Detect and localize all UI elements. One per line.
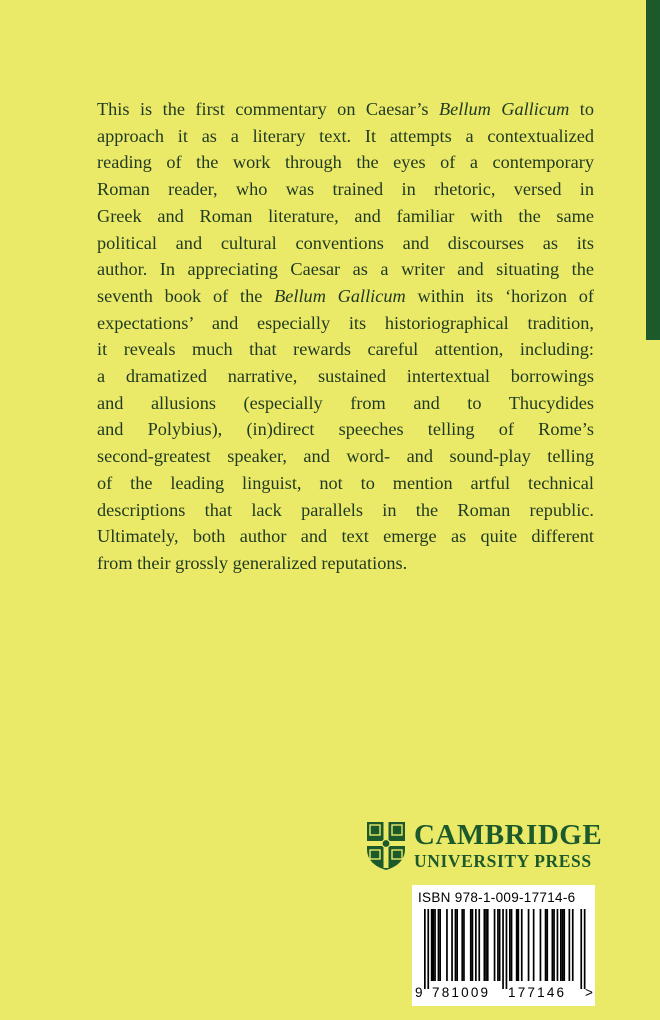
blurb-text: and allusions (especially from and to Thucydides bbox=[97, 392, 594, 413]
barcode-bar bbox=[434, 909, 436, 981]
barcode-bar bbox=[511, 909, 513, 981]
barcode-bar bbox=[533, 909, 535, 981]
university-shield-icon bbox=[366, 821, 406, 871]
barcode-bar bbox=[424, 909, 426, 989]
blurb-text: political and cultural conventions and discourses as its bbox=[97, 232, 594, 253]
barcode-bar bbox=[455, 909, 457, 981]
barcode-bar bbox=[478, 909, 480, 981]
blurb-line bbox=[97, 443, 594, 470]
book-title: Bellum Gallicum bbox=[439, 99, 570, 119]
blurb-text: This is the first commentary on Caesar’s bbox=[97, 99, 440, 119]
barcode-bar bbox=[580, 909, 582, 989]
barcode-bar bbox=[553, 909, 555, 981]
barcode-bar bbox=[557, 909, 559, 981]
barcode-bar bbox=[485, 909, 487, 981]
blurb-text: author. In appreciating Caesar as a writer and situating the bbox=[97, 259, 594, 280]
barcode-bar bbox=[470, 909, 472, 981]
barcode-bar bbox=[433, 909, 435, 981]
back-cover-blurb bbox=[97, 96, 594, 577]
blurb-text: of the leading linguist, not to mention artful technical bbox=[97, 472, 594, 493]
barcode-bar bbox=[569, 909, 571, 981]
blurb-text: approach it as a literary text. It attempts a contextualized bbox=[97, 125, 594, 146]
book-title: Bellum Gallicum bbox=[274, 285, 406, 306]
blurb-line bbox=[97, 336, 594, 363]
blurb-text: reading of the work through the eyes of a contemporary bbox=[97, 152, 594, 173]
barcode-bar bbox=[439, 909, 441, 981]
blurb-line bbox=[97, 470, 594, 497]
blurb-text: within its ‘horizon of bbox=[405, 285, 595, 306]
barcode-bars bbox=[424, 909, 586, 989]
blurb-line bbox=[97, 390, 594, 417]
barcode-bar bbox=[506, 909, 508, 989]
barcode-bar bbox=[446, 909, 448, 981]
publisher-logo bbox=[366, 820, 602, 871]
ean-left-group: 781009 bbox=[432, 985, 491, 1000]
blurb-text: Roman reader, who was trained in rhetoric, versed in bbox=[97, 179, 594, 200]
barcode-bar bbox=[499, 909, 501, 981]
blurb-line bbox=[97, 203, 594, 230]
barcode-bar bbox=[584, 909, 586, 989]
ean-end-marker: > bbox=[585, 985, 593, 1000]
blurb-text: seventh book of the bbox=[97, 285, 275, 306]
blurb-text: expectations’ and especially its historiographical tradition, bbox=[97, 312, 594, 333]
blurb-line bbox=[97, 283, 594, 310]
blurb-line bbox=[97, 230, 594, 257]
blurb-text: descriptions that lack parallels in the Roman republic. bbox=[97, 499, 594, 520]
barcode-bar bbox=[456, 909, 458, 981]
spine-color-bar bbox=[646, 0, 660, 340]
blurb-line bbox=[97, 149, 594, 176]
ean-right-group: 177146 bbox=[508, 985, 567, 1000]
barcode-bar bbox=[472, 909, 474, 981]
barcode-bar bbox=[552, 909, 554, 981]
publisher-subname: UNIVERSITY PRESS bbox=[414, 851, 592, 871]
barcode-bar bbox=[494, 909, 496, 981]
barcode-bar bbox=[427, 909, 429, 989]
barcode-bar bbox=[521, 909, 523, 981]
blurb-text: to bbox=[569, 99, 595, 119]
blurb-text: and Polybius), (in)direct speeches telling of Rome’s bbox=[97, 419, 594, 440]
barcode-bar bbox=[528, 909, 530, 981]
blurb-line bbox=[97, 497, 594, 524]
blurb-text: second-greatest speaker, and word- and sound-play telling bbox=[97, 446, 594, 467]
blurb-line bbox=[97, 256, 594, 283]
barcode-bar bbox=[562, 909, 564, 981]
blurb-text: from their grossly generalized reputations. bbox=[97, 552, 408, 573]
isbn-barcode bbox=[412, 885, 595, 1006]
barcode-bar bbox=[438, 909, 440, 981]
blurb-line bbox=[97, 550, 594, 577]
publisher-name: CAMBRIDGE bbox=[414, 819, 603, 851]
barcode-bar bbox=[540, 909, 542, 981]
blurb-text: Ultimately, both author and text emerge as quite different bbox=[97, 526, 594, 547]
barcode-bar bbox=[475, 909, 477, 981]
barcode-bar bbox=[572, 909, 574, 981]
isbn-label: ISBN 978-1-009-17714-6 bbox=[418, 890, 576, 905]
barcode-bar bbox=[509, 909, 511, 981]
barcode-bar bbox=[563, 909, 565, 981]
blurb-line bbox=[97, 523, 594, 550]
barcode-bar bbox=[487, 909, 489, 981]
barcode-bar bbox=[461, 909, 463, 981]
barcode-bar bbox=[484, 909, 486, 981]
barcode-bar bbox=[431, 909, 433, 981]
barcode-bar bbox=[545, 909, 547, 981]
barcode-bar bbox=[497, 909, 499, 981]
barcode-bar bbox=[502, 909, 504, 989]
barcode-bar bbox=[518, 909, 520, 981]
barcode-bar bbox=[546, 909, 548, 981]
barcode-bar bbox=[463, 909, 465, 981]
barcode-bar bbox=[560, 909, 562, 981]
ean-first-digit: 9 bbox=[415, 985, 423, 1000]
blurb-line bbox=[97, 176, 594, 203]
blurb-text: Greek and Roman literature, and familiar with the same bbox=[97, 205, 594, 226]
blurb-line bbox=[97, 363, 594, 390]
blurb-line bbox=[97, 96, 594, 123]
blurb-line bbox=[97, 310, 594, 337]
barcode-bar bbox=[516, 909, 518, 981]
blurb-text: a dramatized narrative, sustained intertextual borrowings bbox=[97, 366, 594, 387]
blurb-line bbox=[97, 123, 594, 150]
barcode-bar bbox=[451, 909, 453, 981]
blurb-line bbox=[97, 416, 594, 443]
blurb-text: it reveals much that rewards careful attention, including: bbox=[97, 339, 594, 360]
